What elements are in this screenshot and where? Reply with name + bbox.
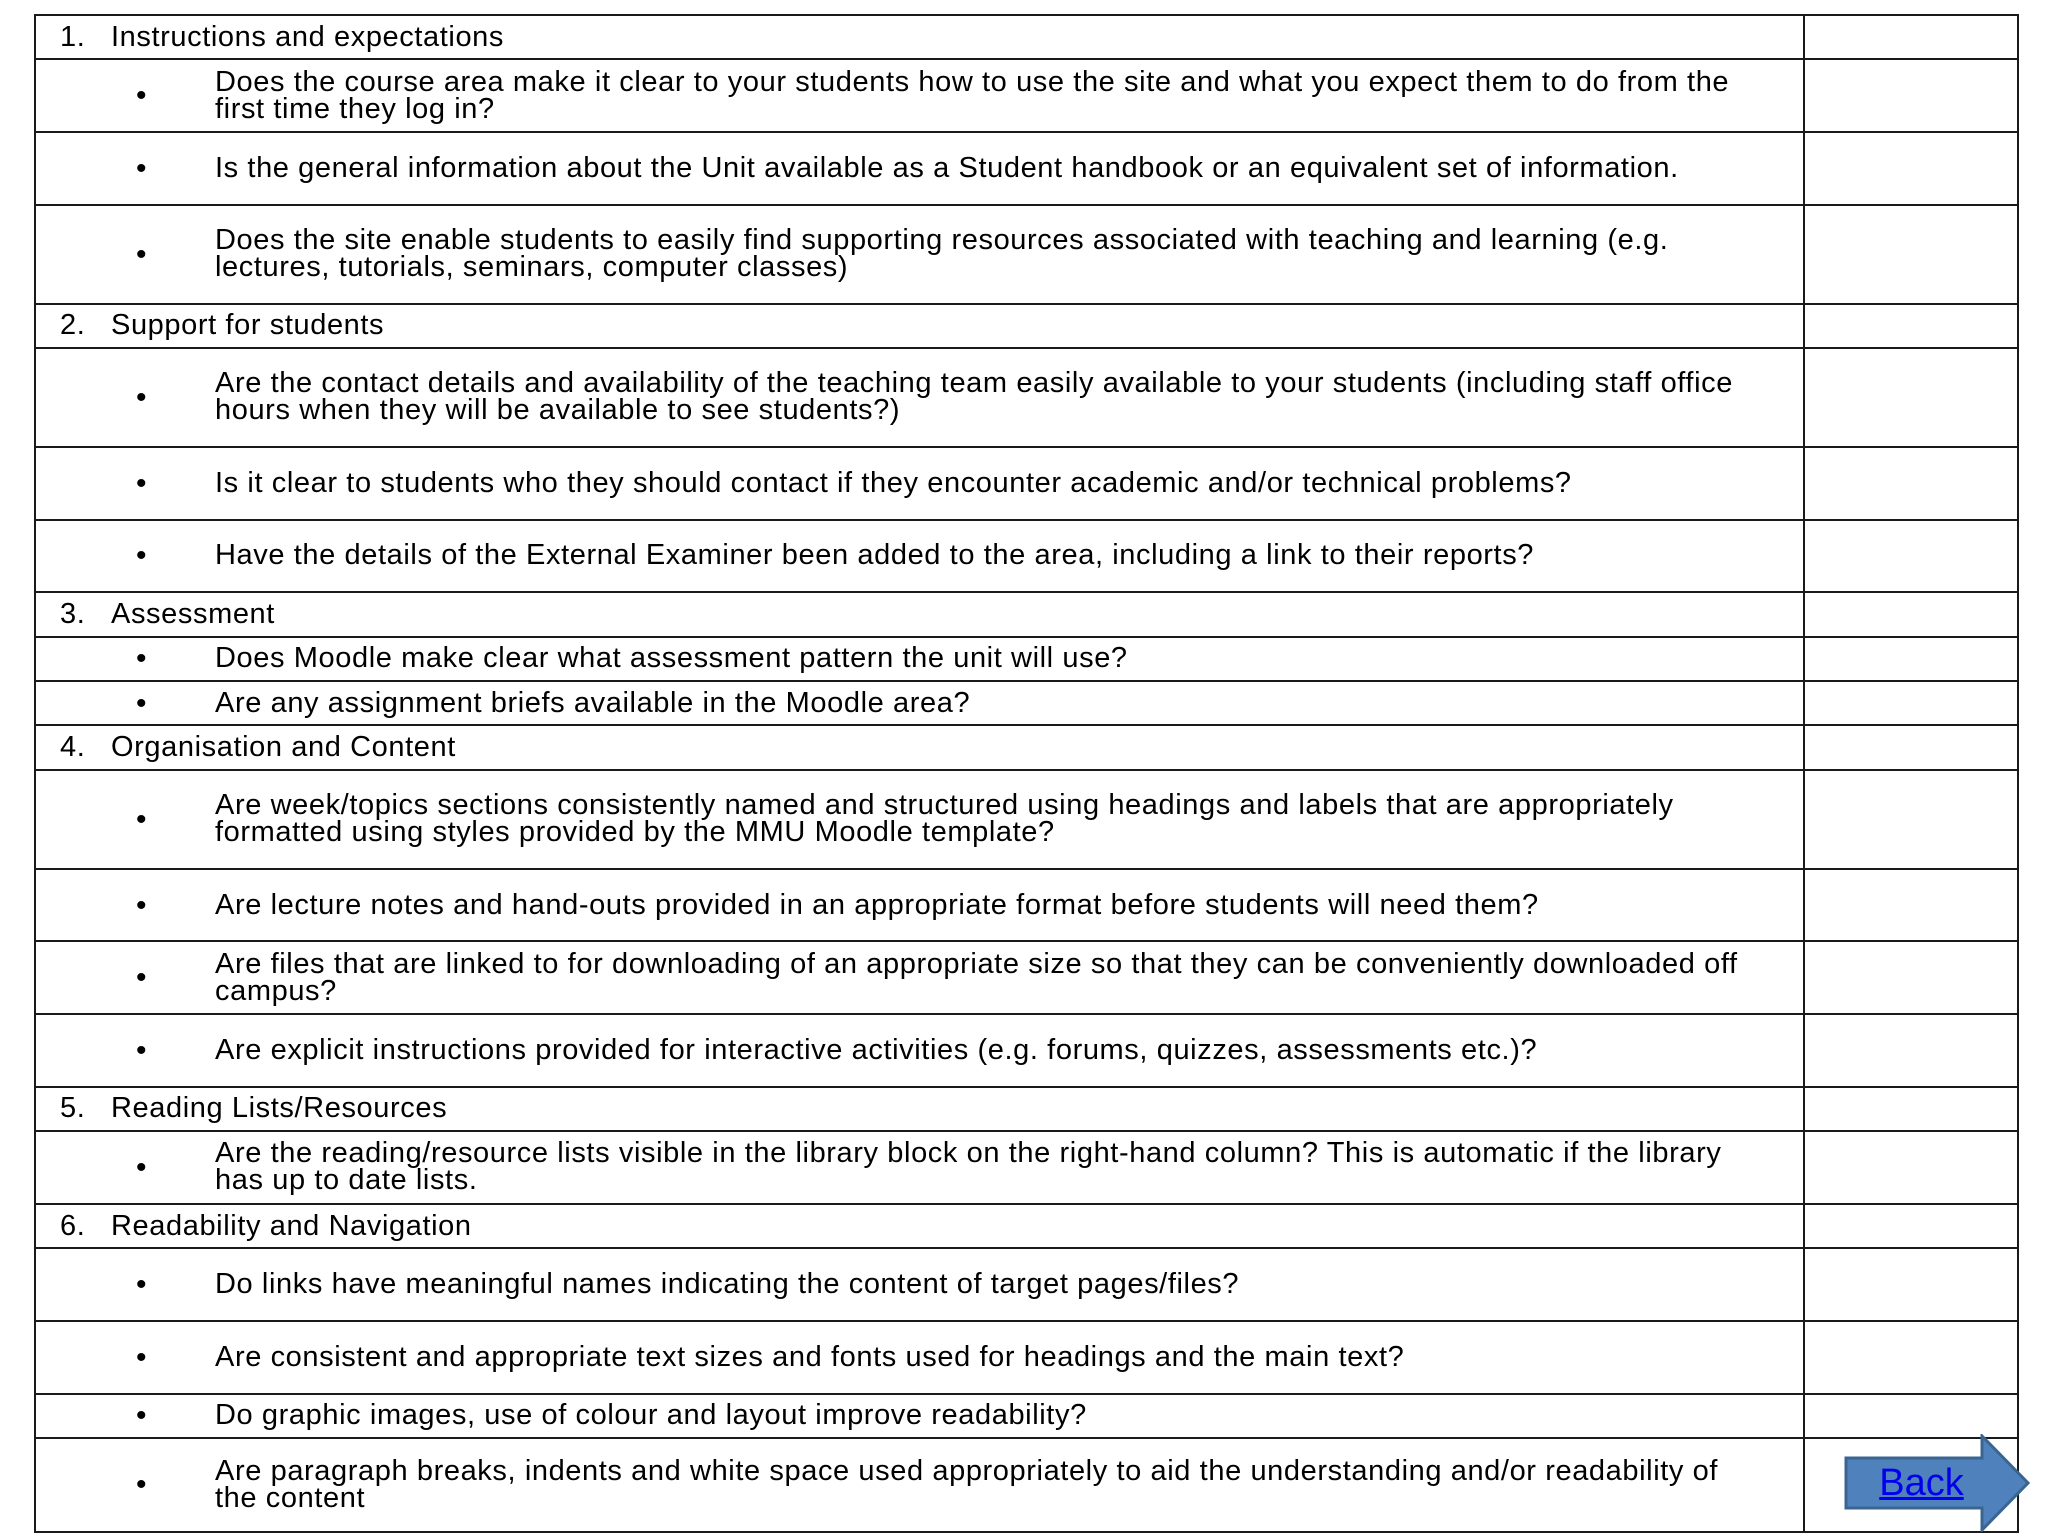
bullet-icon: • [136,237,148,271]
checklist-item-row [35,59,2018,132]
check-cell[interactable] [1804,592,2018,636]
bullet-icon: • [136,1033,148,1067]
checklist-item-cell [35,637,1804,681]
checklist-item-row [35,1321,2018,1394]
bullet-icon: • [136,1150,148,1184]
checklist-item-cell [35,681,1804,725]
checklist-question: Is the general information about the Unit available as a Student handbook or an equivalent set of information. [215,151,1679,184]
checklist-item [36,521,1803,592]
checklist-question: Are the contact details and availability of the teaching team easily available to your students (including staff office hours when they will be available to see students?) [215,367,1733,427]
checklist-item [36,1249,1803,1320]
checklist-question: Are lecture notes and hand-outs provided in an appropriate format before students will need them? [215,888,1539,921]
bullet-icon: • [136,79,148,113]
section-heading [36,593,1803,635]
section-heading-cell [35,304,1804,348]
checklist-question: Are week/topics sections consistently named and structured using headings and labels that are appropriately formatted using styles provided by the MMU Moodle template? [215,789,1674,849]
back-button[interactable]: Back [1879,1462,1964,1504]
check-cell[interactable] [1804,59,2018,132]
section-number: 6. [60,1209,86,1242]
section-row [35,592,2018,636]
section-row [35,1204,2018,1248]
checklist-item-row [35,447,2018,520]
checklist-item-cell [35,205,1804,304]
section-row [35,304,2018,348]
check-cell[interactable] [1804,869,2018,942]
checklist-body [35,15,2018,1532]
section-title: Instructions and expectations [111,20,505,53]
section-number: 4. [60,731,86,764]
checklist-question: Are any assignment briefs available in the Moodle area? [215,686,971,719]
checklist-item [36,60,1803,131]
checklist-item-cell [35,447,1804,520]
check-cell[interactable] [1804,637,2018,681]
check-cell[interactable] [1804,1131,2018,1204]
checklist-item [36,1395,1803,1437]
checklist-question: Are paragraph breaks, indents and white space used appropriately to aid the understanding and/or readability of the content [215,1454,1719,1514]
section-title: Reading Lists/Resources [111,1092,448,1125]
checklist-item-row [35,1014,2018,1087]
checklist-question: Does the site enable students to easily find supporting resources associated with teaching and learning (e.g. lectures, tutorials, seminars, computer classes) [215,224,1669,284]
checklist-item-row [35,1394,2018,1438]
checklist-item-row [35,681,2018,725]
bullet-icon: • [136,539,148,573]
bullet-icon: • [136,1468,148,1502]
section-title: Assessment [111,597,275,630]
check-cell[interactable] [1804,132,2018,205]
checklist-item-cell [35,770,1804,869]
check-cell[interactable] [1804,725,2018,769]
checklist-item-row [35,770,2018,869]
section-heading-cell [35,592,1804,636]
checklist-item [36,1322,1803,1393]
checklist-item-row [35,869,2018,942]
checklist-item [36,1015,1803,1086]
checklist-item [36,682,1803,724]
section-heading [36,726,1803,768]
bullet-icon: • [136,1268,148,1302]
bullet-icon: • [136,151,148,185]
check-cell[interactable] [1804,205,2018,304]
section-row [35,725,2018,769]
checklist-item [36,1132,1803,1203]
bullet-icon: • [136,642,148,676]
check-cell[interactable] [1804,941,2018,1014]
checklist-item-cell [35,132,1804,205]
checklist-item [36,448,1803,519]
checklist-item [36,638,1803,680]
checklist-item-cell [35,1014,1804,1087]
checklist-item [36,942,1803,1013]
checklist-item-row [35,1131,2018,1204]
checklist-item [36,206,1803,303]
check-cell[interactable] [1804,520,2018,593]
checklist-item-cell [35,1248,1804,1321]
section-heading-cell [35,15,1804,59]
section-heading-cell [35,725,1804,769]
section-heading [36,1205,1803,1247]
check-cell[interactable] [1804,1321,2018,1394]
checklist-item-row [35,1438,2018,1532]
section-number: 1. [60,20,86,53]
checklist-item-row [35,941,2018,1014]
checklist-item-row [35,205,2018,304]
checklist-item-cell [35,1438,1804,1532]
section-number: 3. [60,597,86,630]
section-heading-cell [35,1087,1804,1131]
checklist-item-cell [35,869,1804,942]
bullet-icon: • [136,686,148,720]
checklist-item-cell [35,1394,1804,1438]
section-heading [36,305,1803,347]
check-cell[interactable] [1804,770,2018,869]
checklist-item [36,133,1803,204]
checklist-item [36,870,1803,941]
section-heading-cell [35,1204,1804,1248]
checklist-item-row [35,637,2018,681]
checklist-item-row [35,132,2018,205]
check-cell[interactable] [1804,447,2018,520]
checklist-item-cell [35,520,1804,593]
section-number: 2. [60,309,86,342]
check-cell[interactable] [1804,1394,2018,1438]
checklist-question: Are consistent and appropriate text sizes and fonts used for headings and the main text? [215,1340,1405,1373]
bullet-icon: • [136,1399,148,1433]
checklist-question: Are explicit instructions provided for interactive activities (e.g. forums, quizzes, assessments etc.)? [215,1033,1538,1066]
bullet-icon: • [136,802,148,836]
check-cell[interactable] [1804,15,2018,59]
section-row [35,15,2018,59]
checklist-question: Is it clear to students who they should contact if they encounter academic and/or technical problems? [215,466,1572,499]
checklist-item-cell [35,1321,1804,1394]
bullet-icon: • [136,466,148,500]
check-cell[interactable] [1804,1204,2018,1248]
section-row [35,1087,2018,1131]
checklist-question: Have the details of the External Examiner been added to the area, including a link to their reports? [215,539,1535,572]
checklist-question: Do graphic images, use of colour and layout improve readability? [215,1399,1087,1432]
checklist-item [36,349,1803,446]
section-title: Support for students [111,309,385,342]
bullet-icon: • [136,1340,148,1374]
checklist-item [36,771,1803,868]
checklist-item-cell [35,348,1804,447]
checklist-item-row [35,1248,2018,1321]
section-number: 5. [60,1092,86,1125]
checklist-item-cell [35,1131,1804,1204]
section-title: Readability and Navigation [111,1209,472,1242]
checklist-item-cell [35,59,1804,132]
check-cell[interactable] [1804,1014,2018,1087]
check-cell[interactable] [1804,348,2018,447]
bullet-icon: • [136,380,148,414]
check-cell[interactable] [1804,1248,2018,1321]
checklist-item-row [35,348,2018,447]
check-cell[interactable] [1804,1087,2018,1131]
checklist-question: Does Moodle make clear what assessment pattern the unit will use? [215,642,1128,675]
checklist-question: Are files that are linked to for downloading of an appropriate size so that they can be conveniently downloaded off campus? [215,947,1738,1007]
checklist-item [36,1439,1803,1531]
section-heading [36,16,1803,58]
checklist-question: Do links have meaningful names indicating the content of target pages/files? [215,1268,1240,1301]
checklist-item-cell [35,941,1804,1014]
section-heading [36,1088,1803,1130]
bullet-icon: • [136,888,148,922]
checklist-question: Does the course area make it clear to your students how to use the site and what you expect them to do from the first time they log in? [215,65,1730,125]
check-cell[interactable] [1804,681,2018,725]
checklist-item-row [35,520,2018,593]
check-cell[interactable] [1804,304,2018,348]
section-title: Organisation and Content [111,731,456,764]
bullet-icon: • [136,961,148,995]
checklist-question: Are the reading/resource lists visible in the library block on the right-hand column? This is automatic if the library has up to date lists. [215,1137,1722,1197]
quality-checklist-table [34,14,2019,1533]
